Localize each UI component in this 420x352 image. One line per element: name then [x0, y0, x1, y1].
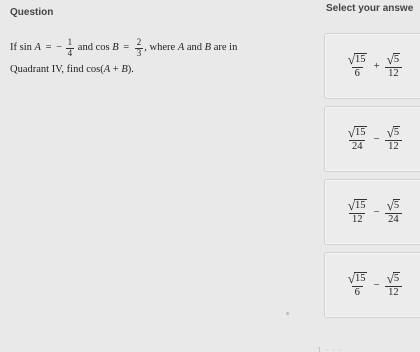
fraction-denominator: 6 — [352, 67, 363, 80]
var-b: B — [112, 42, 119, 53]
radical-icon: √ — [386, 124, 394, 140]
fraction-denominator: 12 — [385, 140, 402, 153]
operator: − — [373, 133, 380, 145]
fraction-numerator — [385, 272, 402, 285]
cos-function: cos — [95, 42, 110, 53]
var-a-3: A — [103, 64, 111, 75]
fraction-numerator — [385, 199, 402, 212]
fraction-numerator — [346, 126, 369, 139]
var-b-2: B — [204, 42, 212, 53]
fraction-denominator: 24 — [385, 213, 402, 226]
radicand: 5 — [393, 126, 400, 138]
fraction-b — [385, 126, 402, 153]
fraction-a — [346, 53, 369, 80]
and-word: and — [77, 42, 93, 53]
fraction-denominator: 24 — [349, 140, 366, 153]
radical-icon: √ — [386, 51, 394, 67]
fraction-denominator: 3 — [136, 47, 142, 58]
paren-close: ). — [127, 64, 134, 75]
fraction-denominator: 12 — [385, 286, 402, 299]
option-expression — [345, 199, 403, 226]
are-in-word: are in — [213, 42, 238, 53]
fraction-numerator — [385, 126, 402, 139]
radicand: 5 — [393, 199, 400, 211]
fraction-b — [385, 53, 402, 80]
equals-sign: = — [45, 42, 52, 53]
radical-icon: √ — [347, 51, 356, 67]
fraction-denominator: 12 — [349, 213, 366, 226]
radicand: 15 — [355, 199, 366, 211]
question-prefix: If — [10, 42, 17, 53]
select-answer-label: Select your answe — [326, 3, 414, 14]
fraction-numerator — [346, 199, 369, 212]
fraction-denominator: 6 — [352, 286, 363, 299]
var-b-3: B — [121, 64, 128, 75]
radicand: 15 — [355, 53, 366, 65]
sin-function: sin — [19, 42, 32, 53]
fraction-b — [385, 272, 402, 299]
radicand: 15 — [355, 126, 366, 138]
var-a: A — [34, 42, 41, 53]
cos-function-2: cos — [86, 64, 101, 75]
radicand: 15 — [355, 272, 366, 284]
operator: + — [373, 60, 380, 72]
where-word: , where — [144, 42, 176, 53]
option-expression — [345, 272, 403, 299]
radical-icon: √ — [386, 197, 394, 213]
fraction-denominator: 12 — [385, 67, 402, 80]
and-word-2: and — [186, 42, 203, 53]
radical-icon: √ — [386, 270, 394, 286]
operator: − — [373, 279, 380, 291]
negative-sign: − — [56, 42, 63, 53]
option-expression — [345, 126, 403, 153]
answer-option-4[interactable] — [324, 252, 420, 318]
footer-partial-text: 1 ⋅ ⋅ ⋅ — [317, 346, 343, 352]
fraction-a — [346, 199, 369, 226]
question-line-2 — [10, 59, 310, 81]
answer-option-3[interactable] — [324, 179, 420, 245]
equals-sign-2: = — [123, 42, 130, 53]
plus-sign: + — [112, 64, 119, 75]
radical-icon: √ — [347, 270, 356, 286]
answer-option-1[interactable] — [324, 33, 420, 99]
radical-icon: √ — [347, 197, 356, 213]
fraction-b — [385, 199, 402, 226]
fraction-a — [346, 272, 369, 299]
question-text — [10, 37, 310, 81]
fraction-numerator — [346, 53, 369, 66]
radical-icon: √ — [347, 124, 356, 140]
operator: − — [373, 206, 380, 218]
question-label: Question — [10, 7, 54, 18]
line2-prefix: Quadrant IV, find — [10, 64, 84, 75]
answer-option-2[interactable] — [324, 106, 420, 172]
fraction-a — [346, 126, 369, 153]
fraction-numerator: 1 — [67, 36, 73, 47]
var-a-2: A — [177, 42, 185, 53]
radicand: 5 — [393, 272, 400, 284]
fraction-numerator: 2 — [136, 36, 142, 47]
fraction-numerator — [385, 53, 402, 66]
fraction-numerator — [346, 272, 369, 285]
fraction-two-thirds — [135, 38, 144, 58]
question-line-1 — [10, 37, 310, 59]
option-expression — [345, 53, 403, 80]
fraction-one-quarter — [66, 38, 75, 58]
decorative-dot — [286, 312, 289, 315]
radicand: 5 — [393, 53, 400, 65]
paren-open: ( — [100, 64, 104, 75]
fraction-denominator: 4 — [67, 47, 73, 58]
